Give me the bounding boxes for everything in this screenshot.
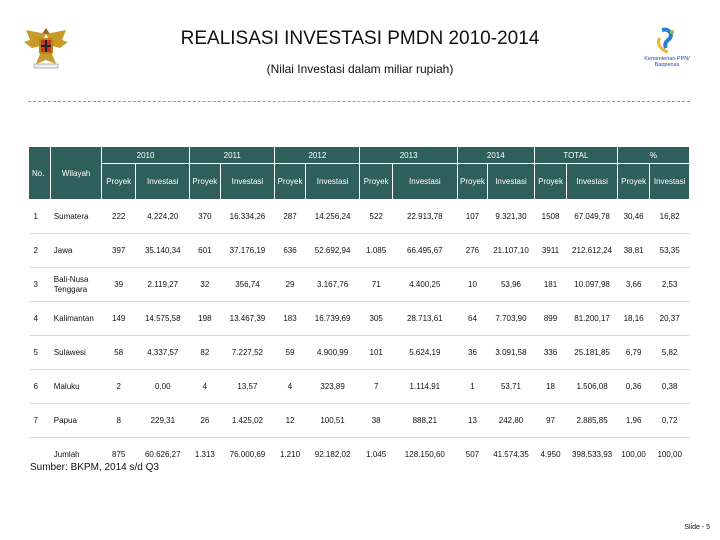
cell-value: 16,82 xyxy=(650,200,690,234)
cell-value: 1508 xyxy=(534,200,566,234)
total-value: 100,00 xyxy=(657,450,682,459)
cell-value: 356,74 xyxy=(220,268,275,302)
region-name: Maluku xyxy=(51,370,102,404)
cell-value: 0,72 xyxy=(650,404,690,438)
cell-value: 0,36 xyxy=(617,370,649,404)
total-value: 128.150,60 xyxy=(404,450,445,459)
cell-value: 149 xyxy=(101,302,135,336)
col-header-percent: % xyxy=(617,147,689,164)
cell-value: 305 xyxy=(360,302,392,336)
row-number: 3 xyxy=(29,268,51,302)
cell-value: 397 xyxy=(101,234,135,268)
cell-value: 888,21 xyxy=(392,404,457,438)
cell-value: 10.097,98 xyxy=(567,268,618,302)
cell-value: 3911 xyxy=(534,234,566,268)
cell-value: 100,51 xyxy=(305,404,360,438)
col-header-2013: 2013 xyxy=(360,147,457,164)
cell-value: 229,31 xyxy=(136,404,190,438)
cell-value: 81.200,17 xyxy=(567,302,618,336)
table-row xyxy=(29,200,690,234)
sub-header-investasi: Investasi xyxy=(488,164,535,200)
cell-value: 5.624,19 xyxy=(392,336,457,370)
cell-value: 601 xyxy=(190,234,220,268)
cell-value: 7 xyxy=(360,370,392,404)
sub-header-investasi: Investasi xyxy=(305,164,360,200)
table-header-sub-row xyxy=(29,164,690,200)
cell-value: 2,53 xyxy=(650,268,690,302)
cell-value: 66.495,67 xyxy=(392,234,457,268)
col-header-total: TOTAL xyxy=(534,147,617,164)
row-number: 4 xyxy=(29,302,51,336)
sub-header-proyek: Proyek xyxy=(617,164,649,200)
table-row xyxy=(29,404,690,438)
table-row xyxy=(29,370,690,404)
cell-value: 4.900,99 xyxy=(305,336,360,370)
cell-value: 38 xyxy=(360,404,392,438)
table-row xyxy=(29,234,690,268)
total-value: 1.210 xyxy=(280,450,301,459)
cell-value: 107 xyxy=(457,200,487,234)
cell-value: 4 xyxy=(275,370,305,404)
table-row xyxy=(29,268,690,302)
cell-value: 4.224,20 xyxy=(136,200,190,234)
sub-header-investasi: Investasi xyxy=(392,164,457,200)
cell-value: 7.703,90 xyxy=(488,302,535,336)
region-name: Papua xyxy=(51,404,102,438)
cell-value: 32 xyxy=(190,268,220,302)
cell-value: 38,81 xyxy=(617,234,649,268)
cell-value: 3,66 xyxy=(617,268,649,302)
cell-value: 13.467,39 xyxy=(220,302,275,336)
cell-value: 39 xyxy=(101,268,135,302)
cell-value: 522 xyxy=(360,200,392,234)
page-title: REALISASI INVESTASI PMDN 2010-2014 xyxy=(180,28,540,49)
cell-value: 26 xyxy=(190,404,220,438)
cell-value: 198 xyxy=(190,302,220,336)
cell-value: 71 xyxy=(360,268,392,302)
cell-value: 22.913,78 xyxy=(392,200,457,234)
cell-value: 18,16 xyxy=(617,302,649,336)
cell-value: 53,71 xyxy=(488,370,535,404)
cell-value: 13 xyxy=(457,404,487,438)
total-value: 92.182,02 xyxy=(314,450,351,459)
cell-value: 5,82 xyxy=(650,336,690,370)
total-value: 398.533,93 xyxy=(572,450,613,459)
cell-value: 16.739,69 xyxy=(305,302,360,336)
sub-header-proyek: Proyek xyxy=(360,164,392,200)
header-divider xyxy=(28,101,690,102)
region-name: Jawa xyxy=(51,234,102,268)
total-value: 76.000,69 xyxy=(229,450,266,459)
cell-value: 13,57 xyxy=(220,370,275,404)
total-value: 875 xyxy=(112,450,126,459)
cell-value: 4 xyxy=(190,370,220,404)
sub-header-proyek: Proyek xyxy=(534,164,566,200)
source-note: Sumber: BKPM, 2014 s/d Q3 xyxy=(30,462,159,473)
slide-number: Slide - 5 xyxy=(684,524,710,531)
cell-value: 64 xyxy=(457,302,487,336)
col-header-wilayah: Wilayah xyxy=(51,147,102,200)
cell-value: 8 xyxy=(101,404,135,438)
page-subtitle: (Nilai Investasi dalam miliar rupiah) xyxy=(266,62,454,76)
sub-header-investasi: Investasi xyxy=(220,164,275,200)
cell-value: 36 xyxy=(457,336,487,370)
cell-value: 3.167,76 xyxy=(305,268,360,302)
cell-value: 323,89 xyxy=(305,370,360,404)
sub-header-investasi: Investasi xyxy=(567,164,618,200)
cell-value: 7.227,52 xyxy=(220,336,275,370)
cell-value: 2.885,85 xyxy=(567,404,618,438)
cell-value: 636 xyxy=(275,234,305,268)
cell-value: 2 xyxy=(101,370,135,404)
table-body xyxy=(29,200,690,472)
sub-header-proyek: Proyek xyxy=(275,164,305,200)
cell-value: 12 xyxy=(275,404,305,438)
sub-header-investasi: Investasi xyxy=(136,164,190,200)
sub-header-proyek: Proyek xyxy=(101,164,135,200)
cell-value: 370 xyxy=(190,200,220,234)
investment-table xyxy=(28,146,690,471)
cell-value: 0,38 xyxy=(650,370,690,404)
cell-value: 35.140,34 xyxy=(136,234,190,268)
cell-value: 20,37 xyxy=(650,302,690,336)
cell-value: 16.334,26 xyxy=(220,200,275,234)
region-name: Sumatera xyxy=(51,200,102,234)
total-value: 4.950 xyxy=(540,450,561,459)
total-value: 100,00 xyxy=(621,450,646,459)
table-header-year-row xyxy=(29,147,690,164)
cell-value: 18 xyxy=(534,370,566,404)
cell-value: 14.575,58 xyxy=(136,302,190,336)
region-name: Sulawesi xyxy=(51,336,102,370)
cell-value: 1.506,08 xyxy=(567,370,618,404)
col-header-2010: 2010 xyxy=(101,147,189,164)
total-value: 1.313 xyxy=(194,450,215,459)
cell-value: 287 xyxy=(275,200,305,234)
cell-value: 97 xyxy=(534,404,566,438)
cell-value: 4.400,25 xyxy=(392,268,457,302)
region-name: Bali-Nusa Tenggara xyxy=(51,268,102,302)
cell-value: 58 xyxy=(101,336,135,370)
cell-value: 1 xyxy=(457,370,487,404)
total-value: 60.626,27 xyxy=(144,450,181,459)
sub-header-proyek: Proyek xyxy=(190,164,220,200)
cell-value: 101 xyxy=(360,336,392,370)
row-number: 5 xyxy=(29,336,51,370)
cell-value: 242,80 xyxy=(488,404,535,438)
cell-value: 21.107,10 xyxy=(488,234,535,268)
cell-value: 4.337,57 xyxy=(136,336,190,370)
cell-value: 28.713,61 xyxy=(392,302,457,336)
cell-value: 29 xyxy=(275,268,305,302)
cell-value: 3.091,58 xyxy=(488,336,535,370)
cell-value: 53,35 xyxy=(650,234,690,268)
bappenas-logo-text: Kementerian PPN/ Bappenas xyxy=(644,56,690,68)
cell-value: 2.119,27 xyxy=(136,268,190,302)
cell-value: 1,96 xyxy=(617,404,649,438)
cell-value: 0,00 xyxy=(136,370,190,404)
cell-value: 336 xyxy=(534,336,566,370)
cell-value: 1.085 xyxy=(360,234,392,268)
region-name: Kalimantan xyxy=(51,302,102,336)
col-header-no: No. xyxy=(29,147,51,200)
cell-value: 6,79 xyxy=(617,336,649,370)
cell-value: 1.425,02 xyxy=(220,404,275,438)
cell-value: 183 xyxy=(275,302,305,336)
col-header-2012: 2012 xyxy=(275,147,360,164)
sub-header-proyek: Proyek xyxy=(457,164,487,200)
cell-value: 67.049,78 xyxy=(567,200,618,234)
total-value: 507 xyxy=(465,450,480,459)
cell-value: 10 xyxy=(457,268,487,302)
cell-value: 52.692,94 xyxy=(305,234,360,268)
cell-value: 1.114,91 xyxy=(392,370,457,404)
cell-value: 82 xyxy=(190,336,220,370)
cell-value: 30,46 xyxy=(617,200,649,234)
cell-value: 222 xyxy=(101,200,135,234)
row-number: 1 xyxy=(29,200,51,234)
cell-value: 899 xyxy=(534,302,566,336)
row-number: 2 xyxy=(29,234,51,268)
cell-value: 53,96 xyxy=(488,268,535,302)
cell-value: 37.176,19 xyxy=(220,234,275,268)
table-row xyxy=(29,336,690,370)
cell-value: 14.256,24 xyxy=(305,200,360,234)
sub-header-investasi: Investasi xyxy=(650,164,690,200)
row-number: 6 xyxy=(29,370,51,404)
cell-value: 9.321,30 xyxy=(488,200,535,234)
total-value: 41.574,35 xyxy=(493,450,529,459)
cell-value: 25.181,85 xyxy=(567,336,618,370)
total-label: Jumlah xyxy=(53,449,80,459)
cell-value: 212.612,24 xyxy=(567,234,618,268)
row-number: 7 xyxy=(29,404,51,438)
col-header-2014: 2014 xyxy=(457,147,534,164)
cell-value: 59 xyxy=(275,336,305,370)
total-value: 1.045 xyxy=(366,450,387,459)
cell-value: 276 xyxy=(457,234,487,268)
col-header-2011: 2011 xyxy=(190,147,275,164)
cell-value: 181 xyxy=(534,268,566,302)
table-row xyxy=(29,302,690,336)
